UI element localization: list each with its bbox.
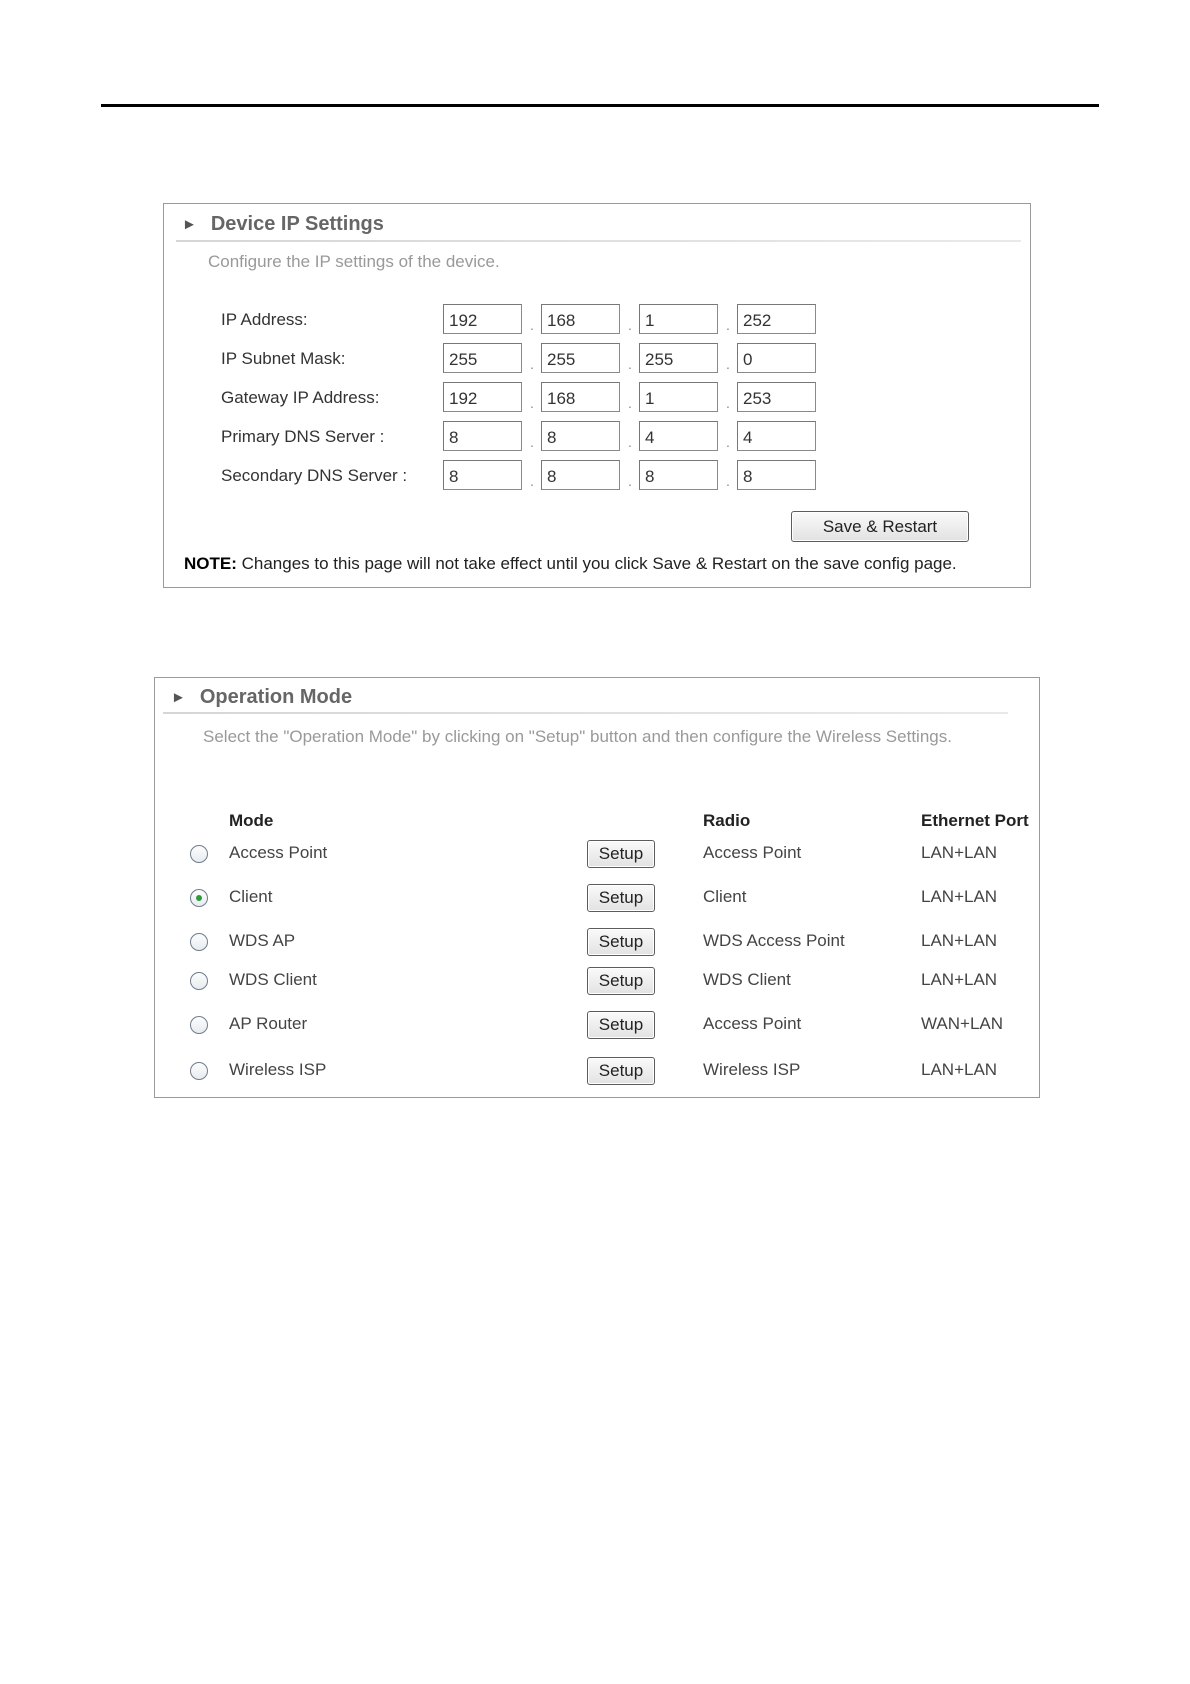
radio-type: Wireless ISP — [703, 1060, 801, 1079]
octet-separator: . — [726, 356, 730, 372]
radio-type: WDS Client — [703, 970, 791, 989]
mode-name: Client — [229, 887, 273, 906]
secondary-dns-octet-3[interactable] — [639, 460, 718, 490]
octet-separator: . — [530, 356, 534, 372]
title-divider — [163, 712, 1008, 714]
radio-type: Access Point — [703, 1014, 802, 1033]
octet-separator: . — [726, 434, 730, 450]
ip-address-label: IP Address: — [221, 310, 308, 329]
mode-radio-wds-ap[interactable] — [190, 933, 208, 951]
primary-dns-label: Primary DNS Server : — [221, 427, 385, 446]
panel-description: Configure the IP settings of the device. — [208, 252, 500, 271]
radio-type: Client — [703, 887, 747, 906]
radio-type: WDS Access Point — [703, 931, 845, 950]
subnet-mask-octet-2[interactable] — [541, 343, 620, 373]
subnet-mask-octet-3[interactable] — [639, 343, 718, 373]
subnet-mask-octet-4[interactable] — [737, 343, 816, 373]
mode-name: AP Router — [229, 1014, 308, 1033]
panel-description: Select the "Operation Mode" by clicking on "Setup" button and then configure the Wireless Settings. — [203, 727, 952, 746]
mode-radio-wds-client[interactable] — [190, 972, 208, 990]
radio-column-header: Radio — [703, 811, 751, 830]
primary-dns-octet-2[interactable] — [541, 421, 620, 451]
radio-selected-dot — [196, 895, 202, 901]
octet-separator: . — [530, 473, 534, 489]
primary-dns-octet-4[interactable] — [737, 421, 816, 451]
title-divider — [176, 240, 1021, 242]
note-message: Changes to this page will not take effect until you click Save & Restart on the save config page. — [236, 554, 957, 573]
octet-separator: . — [530, 317, 534, 333]
ip-address-octet-4[interactable] — [737, 304, 816, 334]
octet-separator: . — [726, 317, 730, 333]
octet-separator: . — [628, 356, 632, 372]
mode-column-header: Mode — [229, 811, 274, 830]
mode-name: WDS AP — [229, 931, 296, 950]
ethernet-port: LAN+LAN — [921, 970, 998, 989]
operation-mode-panel — [154, 677, 1040, 1098]
mode-radio-wireless-isp[interactable] — [190, 1062, 208, 1080]
ip-address-octet-2[interactable] — [541, 304, 620, 334]
mode-radio-ap-router[interactable] — [190, 1016, 208, 1034]
secondary-dns-octet-1[interactable] — [443, 460, 522, 490]
gateway-ip-octet-4[interactable] — [737, 382, 816, 412]
mode-name: Access Point — [229, 843, 328, 862]
ethernet-port: LAN+LAN — [921, 1060, 998, 1079]
gateway-ip-octet-3[interactable] — [639, 382, 718, 412]
setup-button-wireless-isp[interactable]: Setup — [587, 1057, 655, 1085]
setup-button-wds-ap[interactable]: Setup — [587, 928, 655, 956]
octet-separator: . — [726, 473, 730, 489]
panel-title: Operation Mode — [199, 686, 353, 708]
octet-separator: . — [628, 473, 632, 489]
mode-radio-client[interactable] — [190, 889, 208, 907]
ethernet-port: LAN+LAN — [921, 931, 998, 950]
setup-button-access-point[interactable]: Setup — [587, 840, 655, 868]
ethernet-port: WAN+LAN — [921, 1014, 1004, 1033]
ip-address-octet-1[interactable] — [443, 304, 522, 334]
operation-mode-header — [171, 686, 352, 709]
subnet-mask-octet-1[interactable] — [443, 343, 522, 373]
octet-separator: . — [628, 434, 632, 450]
setup-button-ap-router[interactable]: Setup — [587, 1011, 655, 1039]
octet-separator: . — [530, 434, 534, 450]
mode-name: Wireless ISP — [229, 1060, 327, 1079]
ip-address-octet-3[interactable] — [639, 304, 718, 334]
gateway-ip-label: Gateway IP Address: — [221, 388, 380, 407]
ethernet-port: LAN+LAN — [921, 843, 998, 862]
device-ip-settings-panel — [163, 203, 1031, 588]
gateway-ip-octet-1[interactable] — [443, 382, 522, 412]
page-top-rule — [101, 104, 1099, 107]
secondary-dns-octet-2[interactable] — [541, 460, 620, 490]
mode-radio-access-point[interactable] — [190, 845, 208, 863]
device-ip-settings-header — [182, 213, 384, 236]
ethernet-port: LAN+LAN — [921, 887, 998, 906]
octet-separator: . — [628, 395, 632, 411]
subnet-mask-label: IP Subnet Mask: — [221, 349, 346, 368]
octet-separator: . — [726, 395, 730, 411]
primary-dns-octet-3[interactable] — [639, 421, 718, 451]
triangle-right-icon: ► — [171, 689, 186, 706]
panel-title: Device IP Settings — [210, 213, 384, 235]
setup-button-wds-client[interactable]: Setup — [587, 967, 655, 995]
primary-dns-octet-1[interactable] — [443, 421, 522, 451]
radio-type: Access Point — [703, 843, 802, 862]
octet-separator: . — [530, 395, 534, 411]
setup-button-client[interactable]: Setup — [587, 884, 655, 912]
secondary-dns-label: Secondary DNS Server : — [221, 466, 408, 485]
ethernet-port-column-header: Ethernet Port — [921, 811, 1029, 830]
gateway-ip-octet-2[interactable] — [541, 382, 620, 412]
note-text — [184, 554, 957, 574]
note-label: NOTE: — [184, 554, 237, 573]
secondary-dns-octet-4[interactable] — [737, 460, 816, 490]
octet-separator: . — [628, 317, 632, 333]
mode-name: WDS Client — [229, 970, 317, 989]
save-restart-button[interactable]: Save & Restart — [791, 511, 969, 542]
triangle-right-icon: ► — [182, 216, 197, 233]
